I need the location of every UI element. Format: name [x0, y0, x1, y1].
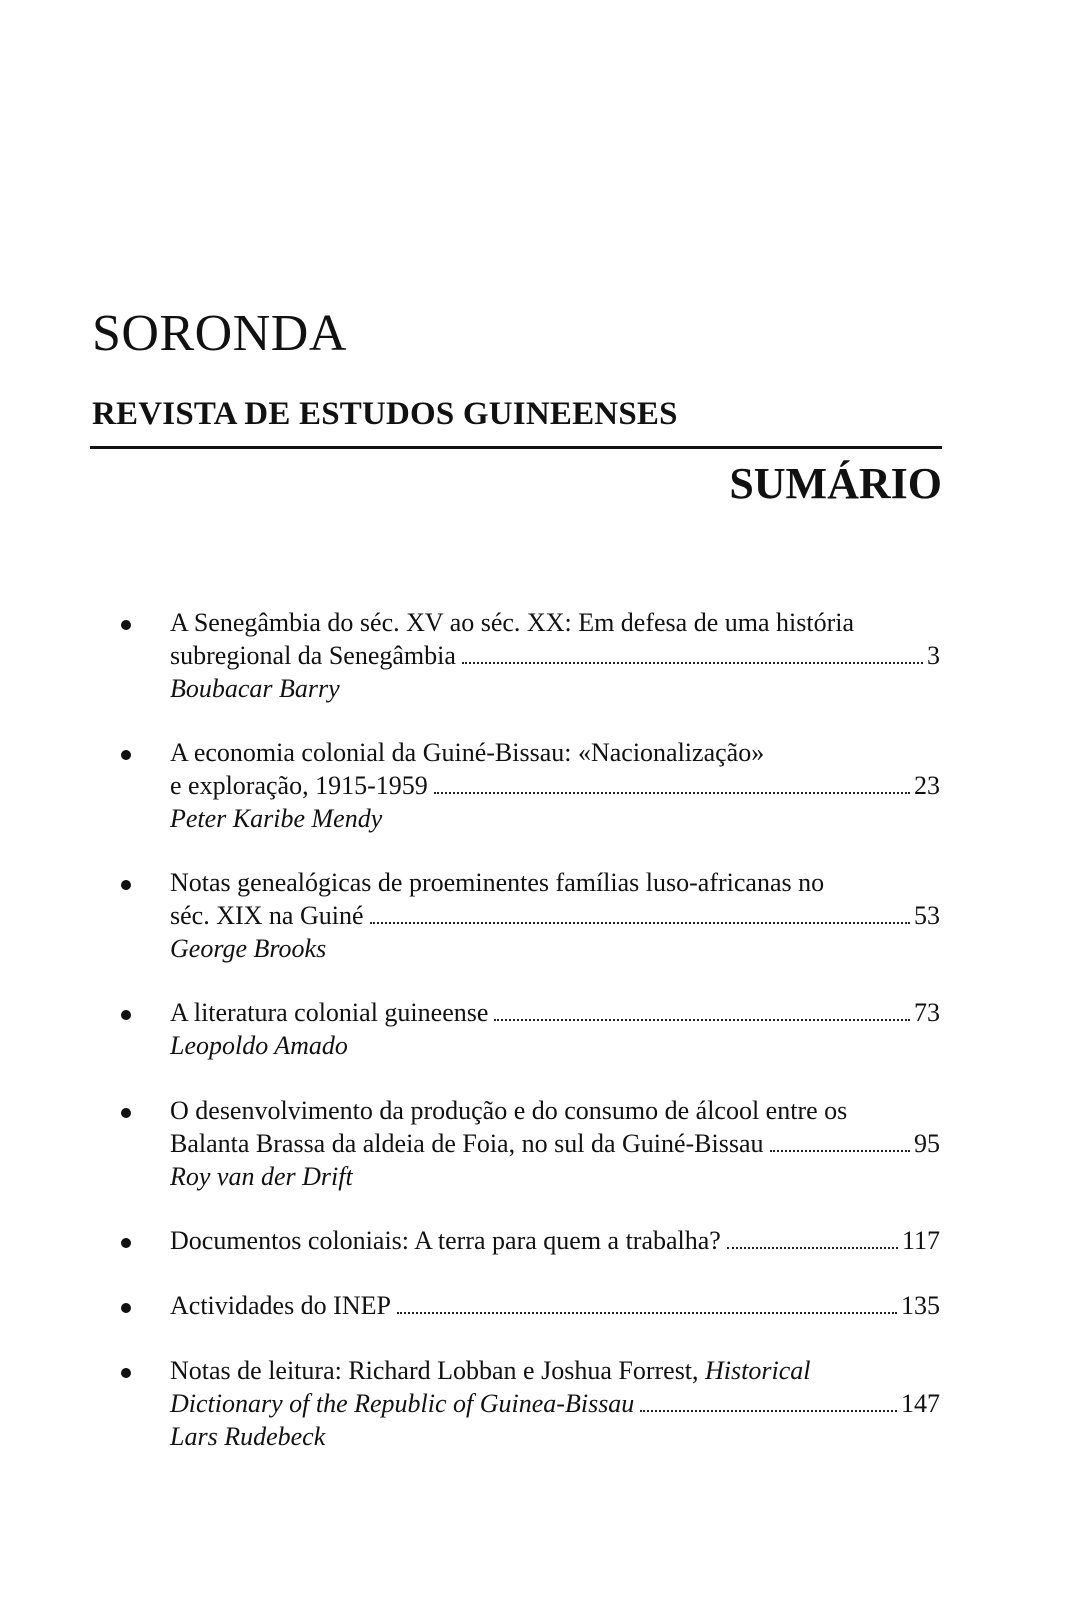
dot-leader: [770, 1150, 910, 1152]
bullet-icon: [121, 1010, 131, 1020]
journal-subtitle: REVISTA DE ESTUDOS GUINEENSES: [92, 396, 678, 432]
entry-title-line: Balanta Brassa da aldeia de Foia, no sul da Guiné-Bissau: [170, 1129, 764, 1158]
entry-title-line: subregional da Senegâmbia: [170, 641, 456, 670]
entry-title-line-with-page: [170, 1224, 940, 1257]
dot-leader: [370, 922, 911, 924]
dot-leader: [727, 1247, 898, 1249]
toc-entry: [170, 1224, 940, 1257]
book-title-text: Dictionary of the Republic of Guinea-Bissau: [170, 1389, 635, 1418]
toc-entry: [170, 1289, 940, 1322]
page-number: 3: [927, 641, 940, 670]
dot-leader: [494, 1019, 910, 1021]
entry-title-line-with-page: [170, 769, 940, 802]
page-number: 95: [914, 1129, 940, 1158]
entry-author: Peter Karibe Mendy: [170, 804, 383, 833]
entry-title-line-with-page: [170, 1387, 940, 1420]
journal-title: SORONDA: [92, 305, 347, 362]
bullet-icon: [121, 1368, 131, 1378]
entry-title-line: Documentos coloniais: A terra para quem a trabalha?: [170, 1226, 721, 1255]
page-number: 53: [914, 901, 940, 930]
entry-title-line: A Senegâmbia do séc. XV ao séc. XX: Em defesa de uma história: [170, 608, 854, 637]
entry-author: Boubacar Barry: [170, 674, 340, 703]
bullet-icon: [121, 1238, 131, 1248]
page-number: 147: [901, 1389, 940, 1418]
entry-title-line: O desenvolvimento da produção e do consumo de álcool entre os: [170, 1096, 848, 1125]
entry-title-line-with-page: [170, 996, 940, 1029]
entry-title-line: A economia colonial da Guiné-Bissau: «Nacionalização»: [170, 738, 765, 767]
entry-title-line: e exploração, 1915-1959: [170, 771, 428, 800]
entry-title-line: [170, 1354, 940, 1387]
bullet-icon: [121, 880, 131, 890]
entry-title-line-with-page: [170, 639, 940, 672]
entry-title-line: Actividades do INEP: [170, 1291, 391, 1320]
entry-title-line: Notas genealógicas de proeminentes famílias luso-africanas no: [170, 868, 825, 897]
page-number: 73: [914, 998, 940, 1027]
toc-entry: [170, 1094, 940, 1193]
entry-title-line-with-page: [170, 1127, 940, 1160]
bullet-icon: [121, 620, 131, 630]
page-number: 23: [914, 771, 940, 800]
book-title-text: Historical: [705, 1356, 811, 1385]
dot-leader: [462, 662, 923, 664]
toc-entry: [170, 866, 940, 965]
toc-entry: [170, 736, 940, 835]
entry-author: Roy van der Drift: [170, 1162, 353, 1191]
dot-leader: [640, 1410, 897, 1412]
entry-author: George Brooks: [170, 934, 327, 963]
dot-leader: [397, 1312, 897, 1314]
entry-title-text: Notas de leitura: Richard Lobban e Joshua Forrest,: [170, 1356, 706, 1385]
entry-title-line-with-page: [170, 1289, 940, 1322]
entry-author: Lars Rudebeck: [170, 1422, 326, 1451]
bullet-icon: [121, 1108, 131, 1118]
entry-title-line: séc. XIX na Guiné: [170, 901, 364, 930]
dot-leader: [434, 792, 910, 794]
toc-entry: [170, 1354, 940, 1453]
entry-title-line: A literatura colonial guineense: [170, 998, 489, 1027]
entry-author: Leopoldo Amado: [170, 1031, 348, 1060]
page-number: 117: [901, 1226, 940, 1255]
toc-entry: [170, 996, 940, 1062]
toc-entry: [170, 606, 940, 705]
bullet-icon: [121, 1303, 131, 1313]
bullet-icon: [121, 750, 131, 760]
page-number: 135: [901, 1291, 940, 1320]
entry-title-line-with-page: [170, 899, 940, 932]
contents-heading: SUMÁRIO: [729, 459, 942, 508]
